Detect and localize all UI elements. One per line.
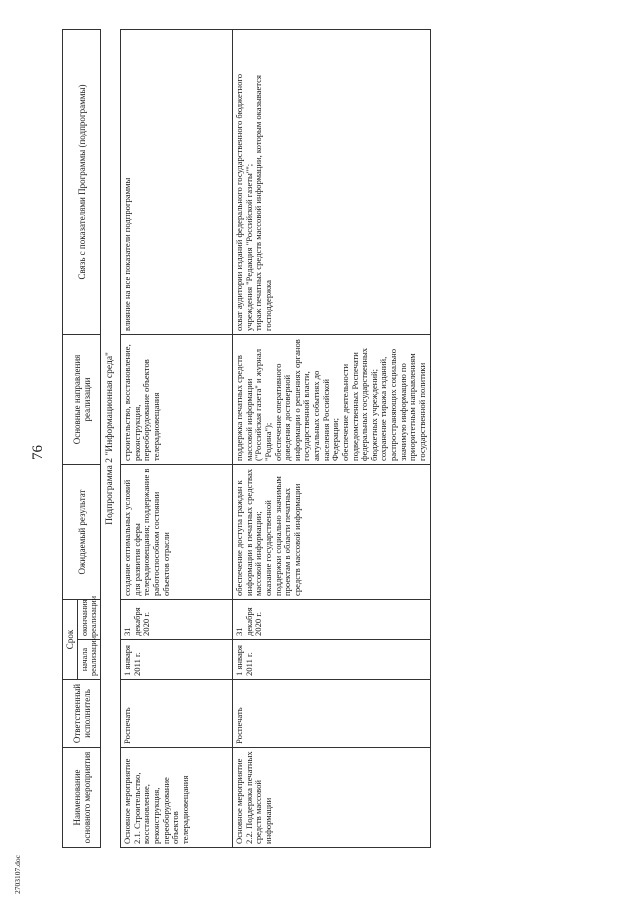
table-row	[233, 29, 431, 847]
cell-executor: Роспечать	[121, 680, 233, 748]
header-name: Наименование основного мероприятия	[63, 748, 101, 848]
cell-link: охват аудитории изданий федерального государственного бюджетного учреждения "Редакция "Российской газеты""; тираж печатных средств массовой информации, которым оказывается господдержка	[233, 29, 431, 334]
header-term-end: окончания реализации	[78, 599, 101, 639]
subprogram-heading: Подпрограмма 2 "Информационная среда"	[101, 29, 121, 847]
cell-directions: строительство, восстановление, реконструкция, переоборудование объектов телерадиовещания	[121, 334, 233, 464]
cell-start: 1 января 2011 г.	[233, 640, 431, 680]
document-code	[12, 823, 20, 895]
header-term-start: начала реализации	[78, 640, 101, 680]
header-link: Связь с показателями Программы (подпрограммы)	[63, 29, 101, 334]
cell-end: 31 декабря 2020 г.	[121, 599, 233, 639]
cell-directions: поддержка печатных средств массовой информации ("Российская газета" и журнал "Родина"); обеспечение оперативного доведения достоверной информации о решениях органов государственной власти, актуальных событиях до населения Российской Федерации; обеспечение деятельности подведомственных Роспечати федеральных государственных бюджетных учреждений; сохранение тиража изданий, распространяющих социально значимую информацию по приоритетным направлениям государственной политики	[233, 334, 431, 464]
measures-table	[62, 29, 431, 848]
rotated-table-container	[62, 30, 557, 848]
cell-end: 31 декабря 2020 г.	[233, 599, 431, 639]
subprogram-heading-row	[101, 29, 121, 847]
header-term: Срок	[63, 599, 78, 679]
header-row	[63, 29, 78, 847]
cell-start: 1 января 2011 г.	[121, 640, 233, 680]
cell-executor: Роспечать	[233, 680, 431, 748]
cell-name: Основное мероприятие 2.2. Поддержка печатных средств массовой информации	[233, 748, 431, 848]
table-row	[121, 29, 233, 847]
document-code-text: 2703107.doc	[13, 855, 22, 894]
cell-name: Основное мероприятие 2.1. Строительство, восстановление, реконструкция, переоборудование объектов телерадиовещания	[121, 748, 233, 848]
header-directions: Основные направления реализации	[63, 334, 101, 464]
cell-result: создание оптимальных условий для развития сферы телерадиовещания; поддержание в работоспособном состоянии объектов отрасли	[121, 464, 233, 599]
header-result: Ожидаемый результат	[63, 464, 101, 599]
header-executor: Ответственный исполнитель	[63, 680, 101, 748]
page-number: 76	[30, 445, 46, 460]
cell-result: обеспечение доступа граждан к информации в печатных средствах массовой информации; оказание государственной поддержки социально значимым проектам в области печатных средств массовой информации	[233, 464, 431, 599]
cell-link: влияние на все показатели подпрограммы	[121, 29, 233, 334]
